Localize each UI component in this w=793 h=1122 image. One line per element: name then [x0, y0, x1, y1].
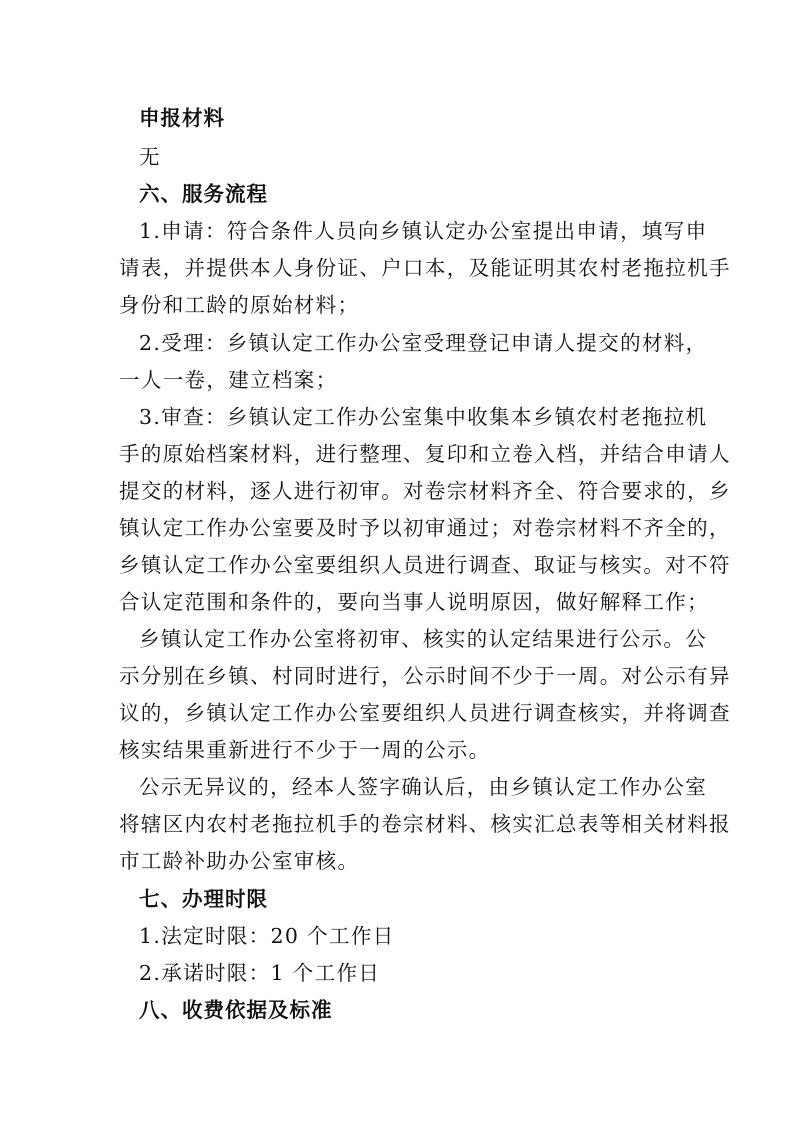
publicity-paragraph-line: 议的，乡镇认定工作办公室要组织人员进行调查核实，并将调查: [119, 701, 731, 725]
process-step-2-line: 一人一卷，建立档案；: [119, 368, 338, 392]
confirmation-paragraph-line: 公示无异议的，经本人签字确认后，由乡镇认定工作办公室: [139, 775, 708, 799]
process-step-2-line: 2.受理：乡镇认定工作办公室受理登记申请人提交的材料，: [139, 331, 708, 355]
process-step-3-line: 镇认定工作办公室要及时予以初审通过；对卷宗材料不齐全的，: [119, 516, 731, 540]
confirmation-paragraph-line: 将辖区内农村老拖拉机手的卷宗材料、核实汇总表等相关材料报: [119, 812, 731, 836]
process-step-3-line: 手的原始档案材料，进行整理、复印和立卷入档，并结合申请人: [119, 442, 731, 466]
confirmation-paragraph-line: 市工龄补助办公室审核。: [119, 849, 360, 873]
process-step-3-line: 合认定范围和条件的，要向当事人说明原因，做好解释工作；: [119, 590, 709, 614]
process-step-1-line: 身份和工龄的原始材料；: [119, 293, 360, 317]
process-step-3-line: 3.审查：乡镇认定工作办公室集中收集本乡镇农村老拖拉机: [139, 405, 708, 429]
process-step-3-line: 乡镇认定工作办公室要组织人员进行调查、取证与核实。对不符: [119, 553, 731, 577]
committed-time-limit: 2.承诺时限：1 个工作日: [139, 961, 381, 985]
statutory-time-limit: 1.法定时限：20 个工作日: [139, 924, 395, 948]
publicity-paragraph-line: 核实结果重新进行不少于一周的公示。: [119, 738, 491, 762]
time-limit-heading: 七、办理时限: [139, 887, 268, 911]
process-step-1-line: 请表，并提供本人身份证、户口本，及能证明其农村老拖拉机手: [119, 256, 731, 280]
process-step-1-line: 1.申请：符合条件人员向乡镇认定办公室提出申请，填写申: [139, 219, 708, 243]
materials-heading: 申报材料: [139, 106, 225, 130]
publicity-paragraph-line: 乡镇认定工作办公室将初审、核实的认定结果进行公示。公: [139, 627, 708, 651]
process-heading: 六、服务流程: [139, 182, 268, 206]
materials-value: 无: [139, 145, 161, 169]
fee-heading: 八、收费依据及标准: [139, 998, 333, 1022]
process-step-3-line: 提交的材料，逐人进行初审。对卷宗材料齐全、符合要求的，乡: [119, 479, 731, 503]
publicity-paragraph-line: 示分别在乡镇、村同时进行，公示时间不少于一周。对公示有异: [119, 664, 731, 688]
